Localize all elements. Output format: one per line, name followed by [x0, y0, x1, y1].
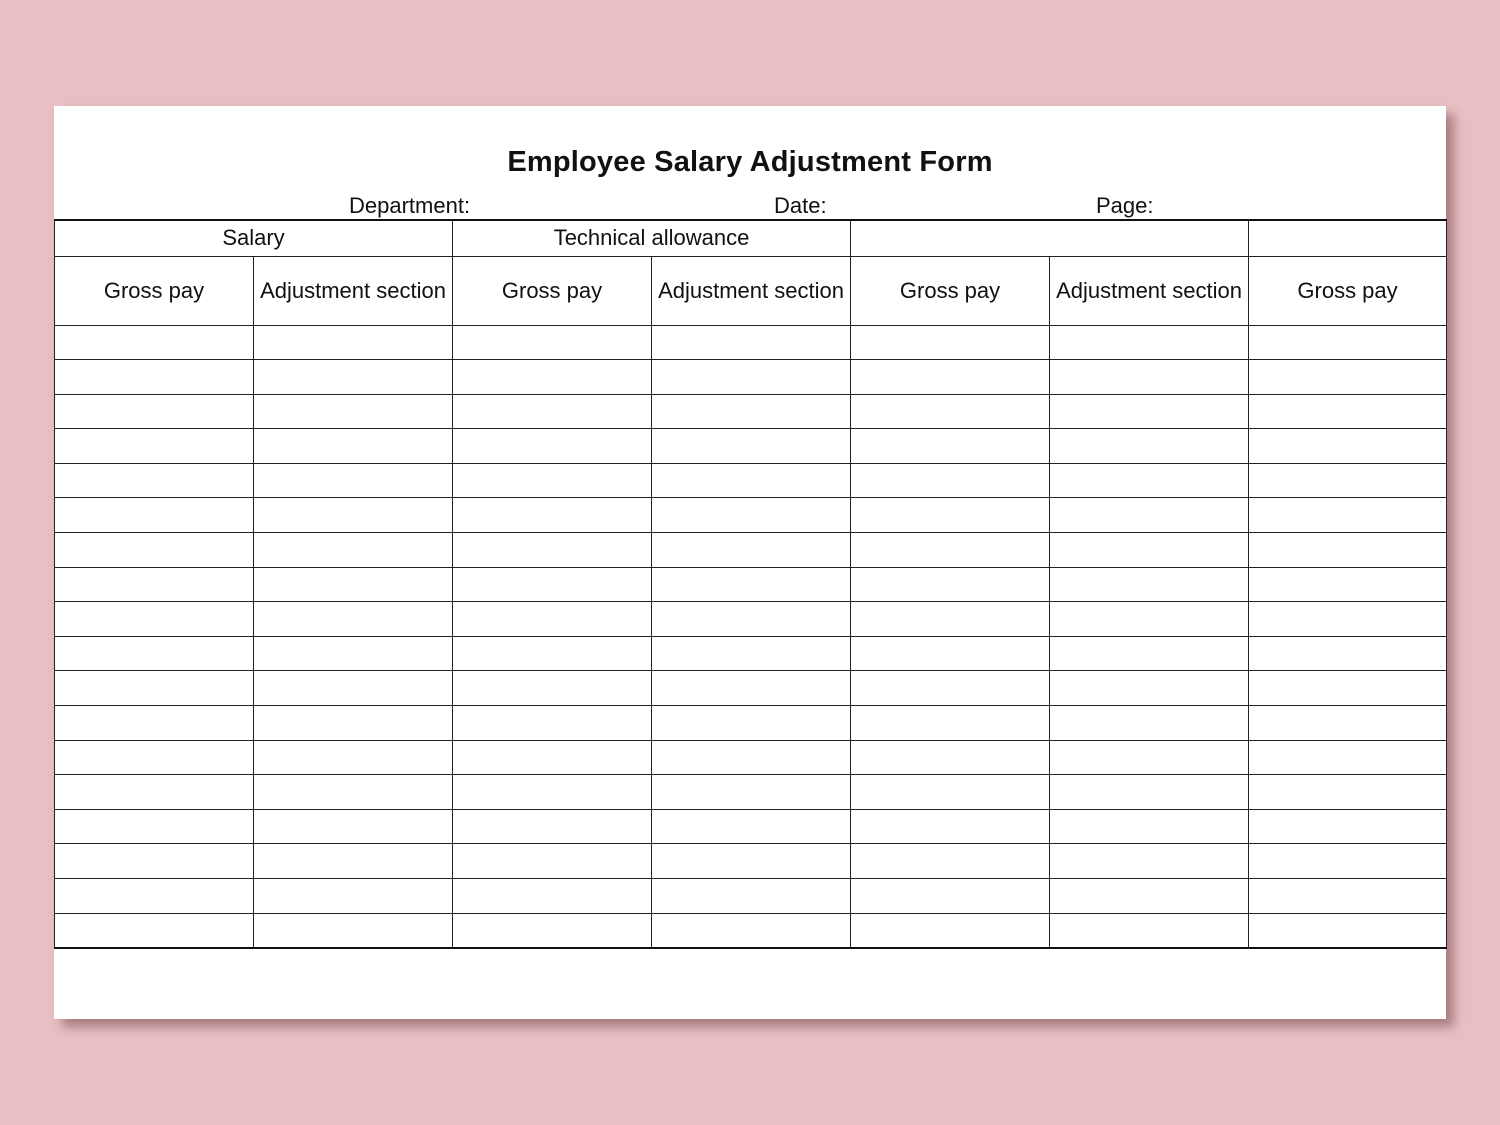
table-cell[interactable] [254, 913, 453, 948]
table-cell[interactable] [851, 775, 1050, 810]
table-cell[interactable] [254, 809, 453, 844]
salary-adjustment-table [54, 219, 1447, 949]
table-cell[interactable] [254, 533, 453, 568]
table-cell[interactable] [652, 775, 851, 810]
table-cell[interactable] [254, 394, 453, 429]
table-cell[interactable] [652, 325, 851, 360]
table-cell[interactable] [55, 429, 254, 464]
table-cell[interactable] [55, 879, 254, 914]
table-cell[interactable] [55, 636, 254, 671]
table-cell[interactable] [652, 360, 851, 395]
table-cell[interactable] [1249, 775, 1447, 810]
table-cell[interactable] [254, 602, 453, 637]
table-row [55, 809, 1447, 844]
table-cell[interactable] [851, 671, 1050, 706]
table-cell[interactable] [1249, 360, 1447, 395]
table-cell[interactable] [55, 740, 254, 775]
table-row [55, 913, 1447, 948]
table-cell[interactable] [1050, 775, 1249, 810]
table-cell[interactable] [55, 844, 254, 879]
table-cell[interactable] [652, 913, 851, 948]
table-cell[interactable] [1050, 429, 1249, 464]
table-cell[interactable] [1050, 602, 1249, 637]
table-cell[interactable] [1050, 740, 1249, 775]
table-cell[interactable] [1249, 740, 1447, 775]
table-cell[interactable] [55, 775, 254, 810]
table-row [55, 671, 1447, 706]
table-cell[interactable] [1050, 533, 1249, 568]
table-cell[interactable] [453, 498, 652, 533]
table-cell[interactable] [254, 844, 453, 879]
column-header: Adjustment section [1050, 256, 1249, 325]
table-cell[interactable] [1249, 844, 1447, 879]
table-row [55, 844, 1447, 879]
date-label: Date: [774, 193, 827, 218]
table-row [55, 775, 1447, 810]
table-cell[interactable] [1249, 879, 1447, 914]
table-cell[interactable] [55, 602, 254, 637]
table-cell[interactable] [453, 360, 652, 395]
table-cell[interactable] [453, 809, 652, 844]
table-cell[interactable] [1050, 498, 1249, 533]
column-header: Gross pay [453, 256, 652, 325]
group-header-salary: Salary [55, 220, 453, 256]
table-cell[interactable] [254, 740, 453, 775]
table-cell[interactable] [453, 325, 652, 360]
table-cell[interactable] [453, 602, 652, 637]
table-cell[interactable] [1050, 636, 1249, 671]
table-cell[interactable] [254, 706, 453, 741]
table-cell[interactable] [652, 429, 851, 464]
table-cell[interactable] [851, 809, 1050, 844]
table-cell[interactable] [55, 498, 254, 533]
table-cell[interactable] [55, 394, 254, 429]
group-header-blank-last [1249, 220, 1447, 256]
table-cell[interactable] [1249, 671, 1447, 706]
table-row [55, 429, 1447, 464]
table-cell[interactable] [55, 913, 254, 948]
table-cell[interactable] [1050, 913, 1249, 948]
table-cell[interactable] [55, 809, 254, 844]
table-row [55, 706, 1447, 741]
table-row [55, 567, 1447, 602]
table-cell[interactable] [652, 671, 851, 706]
table-row [55, 325, 1447, 360]
table-cell[interactable] [851, 498, 1050, 533]
table-cell[interactable] [851, 636, 1050, 671]
table-row [55, 740, 1447, 775]
table-cell[interactable] [1249, 913, 1447, 948]
table-cell[interactable] [851, 740, 1050, 775]
table-cell[interactable] [652, 602, 851, 637]
table-cell[interactable] [254, 325, 453, 360]
table-cell[interactable] [254, 360, 453, 395]
group-header-technical-allowance: Technical allowance [453, 220, 851, 256]
table-cell[interactable] [254, 775, 453, 810]
table-row [55, 533, 1447, 568]
table-cell[interactable] [851, 844, 1050, 879]
table-row [55, 602, 1447, 637]
table-cell[interactable] [453, 844, 652, 879]
table-row [55, 394, 1447, 429]
table-cell[interactable] [652, 844, 851, 879]
table-cell[interactable] [1050, 671, 1249, 706]
table-cell[interactable] [453, 671, 652, 706]
table-cell[interactable] [1249, 533, 1447, 568]
table-cell[interactable] [1050, 844, 1249, 879]
table-cell[interactable] [55, 671, 254, 706]
table-cell[interactable] [55, 360, 254, 395]
column-header: Adjustment section [254, 256, 453, 325]
table-row [55, 463, 1447, 498]
table-cell[interactable] [851, 325, 1050, 360]
table-cell[interactable] [453, 429, 652, 464]
table-cell[interactable] [55, 463, 254, 498]
table-cell[interactable] [453, 706, 652, 741]
table-cell[interactable] [453, 775, 652, 810]
table-cell[interactable] [55, 325, 254, 360]
table-cell[interactable] [1249, 394, 1447, 429]
table-cell[interactable] [453, 913, 652, 948]
table-cell[interactable] [851, 533, 1050, 568]
table-cell[interactable] [254, 671, 453, 706]
form-title: Employee Salary Adjustment Form [507, 146, 993, 178]
table-cell[interactable] [254, 498, 453, 533]
column-header: Gross pay [1249, 256, 1447, 325]
column-header: Adjustment section [652, 256, 851, 325]
table-cell[interactable] [652, 394, 851, 429]
table-cell[interactable] [1249, 602, 1447, 637]
table-cell[interactable] [1249, 429, 1447, 464]
department-label: Department: [349, 193, 471, 218]
table-cell[interactable] [851, 429, 1050, 464]
column-header: Gross pay [851, 256, 1050, 325]
table-cell[interactable] [254, 567, 453, 602]
table-cell[interactable] [1050, 463, 1249, 498]
table-cell[interactable] [851, 463, 1050, 498]
table-cell[interactable] [1249, 463, 1447, 498]
table-cell[interactable] [453, 567, 652, 602]
group-header-row [55, 220, 1447, 256]
table-cell[interactable] [453, 740, 652, 775]
table-cell[interactable] [1050, 325, 1249, 360]
group-header-blank [851, 220, 1249, 256]
table-row [55, 360, 1447, 395]
column-header: Gross pay [55, 256, 254, 325]
table-cell[interactable] [851, 602, 1050, 637]
table-cell[interactable] [55, 533, 254, 568]
table-cell[interactable] [453, 463, 652, 498]
table-cell[interactable] [453, 533, 652, 568]
table-cell[interactable] [254, 463, 453, 498]
table-cell[interactable] [254, 429, 453, 464]
table-cell[interactable] [851, 706, 1050, 741]
table-cell[interactable] [1050, 360, 1249, 395]
table-cell[interactable] [1050, 809, 1249, 844]
table-cell[interactable] [1249, 809, 1447, 844]
table-cell[interactable] [55, 706, 254, 741]
table-cell[interactable] [851, 567, 1050, 602]
page-label: Page: [1096, 193, 1154, 218]
table-cell[interactable] [1050, 879, 1249, 914]
table-cell[interactable] [254, 636, 453, 671]
table-cell[interactable] [652, 533, 851, 568]
table-cell[interactable] [851, 394, 1050, 429]
table-cell[interactable] [851, 913, 1050, 948]
table-cell[interactable] [652, 740, 851, 775]
table-cell[interactable] [1249, 706, 1447, 741]
table-cell[interactable] [652, 567, 851, 602]
column-header-row [55, 256, 1447, 325]
table-cell[interactable] [1050, 394, 1249, 429]
table-cell[interactable] [1249, 636, 1447, 671]
table-cell[interactable] [652, 706, 851, 741]
table-cell[interactable] [652, 498, 851, 533]
table-cell[interactable] [453, 879, 652, 914]
table-cell[interactable] [1249, 325, 1447, 360]
table-cell[interactable] [652, 809, 851, 844]
table-cell[interactable] [1050, 706, 1249, 741]
table-cell[interactable] [652, 636, 851, 671]
table-cell[interactable] [453, 394, 652, 429]
table-cell[interactable] [652, 879, 851, 914]
table-cell[interactable] [55, 567, 254, 602]
table-row [55, 498, 1447, 533]
table-cell[interactable] [851, 360, 1050, 395]
table-cell[interactable] [254, 879, 453, 914]
table-cell[interactable] [851, 879, 1050, 914]
table-cell[interactable] [1249, 567, 1447, 602]
table-cell[interactable] [652, 463, 851, 498]
table-cell[interactable] [453, 636, 652, 671]
table-cell[interactable] [1050, 567, 1249, 602]
table-row [55, 879, 1447, 914]
table-cell[interactable] [1249, 498, 1447, 533]
table-row [55, 636, 1447, 671]
